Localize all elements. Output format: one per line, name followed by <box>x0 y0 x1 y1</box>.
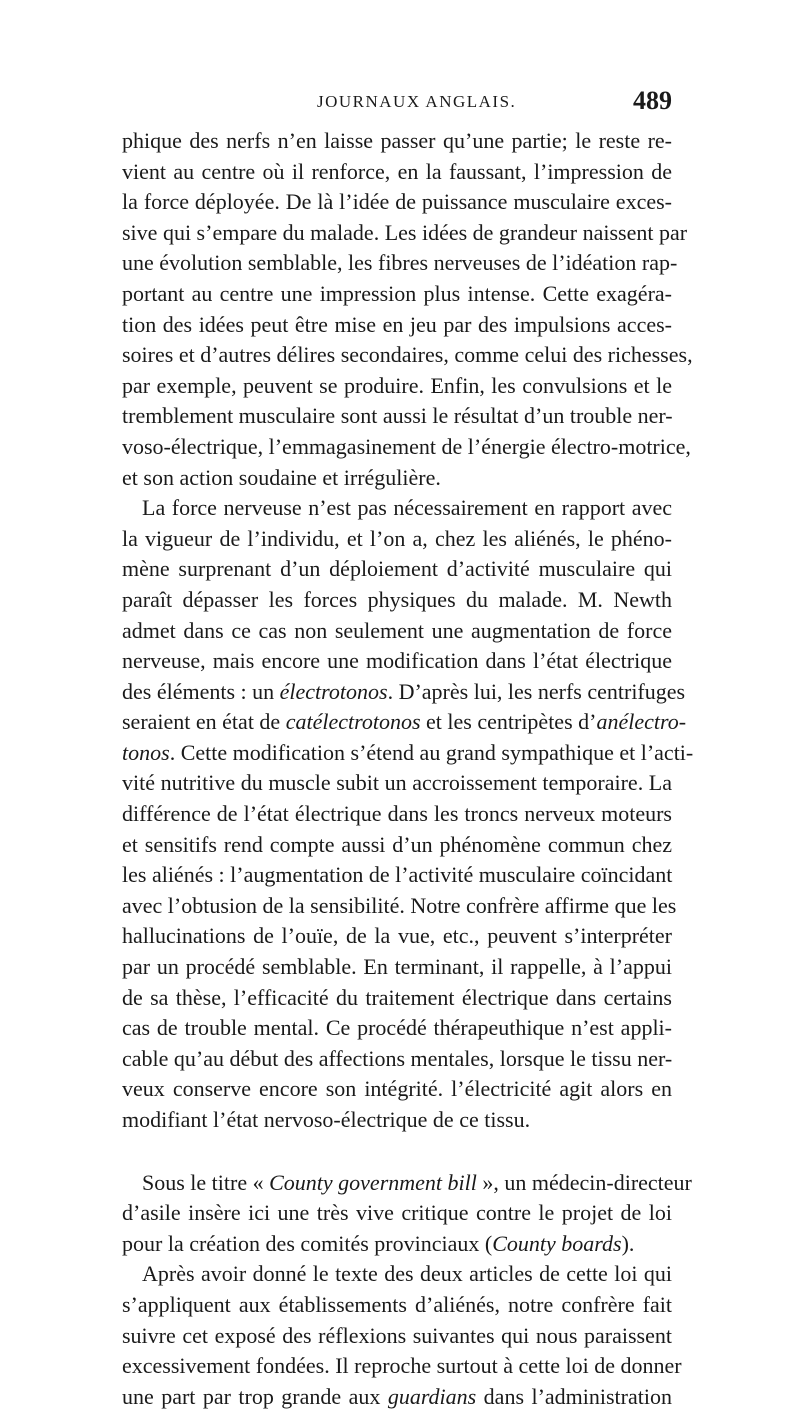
text-segment: . Cette modification s’étend au grand sympathique et l’acti- <box>169 739 694 765</box>
text-segment: et les centripètes d’ <box>420 709 597 735</box>
text-line: portant au centre une impression plus intense. Cette exagéra- <box>122 280 672 306</box>
running-title: JOURNAUX ANGLAIS. <box>317 92 517 111</box>
body-text <box>122 126 694 1412</box>
text-segment: . D’après lui, les nerfs centrifuges <box>387 678 686 704</box>
text-line: La force nerveuse n’est pas nécessairement en rapport avec <box>142 495 672 521</box>
text-segment: seraient en état de <box>122 709 286 735</box>
text-line: vité nutritive du muscle subit un accroissement temporaire. La <box>122 770 672 796</box>
text-segment: des éléments : un <box>122 678 280 704</box>
text-line: phique des nerfs n’en laisse passer qu’une partie; le reste re- <box>122 128 672 153</box>
text-segment: », un médecin-directeur <box>476 1169 692 1195</box>
text-segment: ). <box>621 1230 635 1256</box>
italic-term: tonos <box>122 739 170 765</box>
italic-term: guardians <box>387 1383 477 1409</box>
text-line: voso-électrique, l’emmagasinement de l’énergie électro-motrice, <box>122 433 691 459</box>
text-line <box>122 1168 692 1199</box>
text-line: tremblement musculaire sont aussi le résultat d’un trouble ner- <box>122 403 673 429</box>
italic-term: électrotonos <box>279 678 388 704</box>
text-line <box>122 677 686 708</box>
text-line: par un procédé semblable. En terminant, il rappelle, à l’appui <box>122 954 672 980</box>
text-line: sive qui s’empare du malade. Les idées de grandeur naissent par <box>122 219 688 245</box>
text-line: une évolution semblable, les fibres nerveuses de l’idéation rap- <box>122 250 678 276</box>
text-line <box>122 738 694 769</box>
text-line: veux conserve encore son intégrité. l’électricité agit alors en <box>122 1076 672 1102</box>
text-segment: pour la création des comités provinciaux ( <box>122 1230 493 1256</box>
text-line: d’asile insère ici une très vive critique contre le projet de loi <box>122 1200 672 1226</box>
page-number: 489 <box>633 86 672 115</box>
italic-term: County government bill <box>269 1169 477 1195</box>
text-line: de sa thèse, l’efficacité du traitement électrique dans certains <box>122 984 672 1010</box>
text-line: différence de l’état électrique dans les troncs nerveux moteurs <box>122 801 672 827</box>
text-line: les aliénés : l’augmentation de l’activité musculaire coïncidant <box>122 862 673 888</box>
text-line: la vigueur de l’individu, et l’on a, chez les aliénés, le phéno- <box>122 525 672 551</box>
text-line: s’appliquent aux établissements d’aliénés, notre confrère fait <box>122 1291 672 1317</box>
text-line: cas de trouble mental. Ce procédé thérapeuthique n’est appli- <box>122 1015 672 1041</box>
text-segment: Sous le titre « <box>142 1169 270 1195</box>
text-line: par exemple, peuvent se produire. Enfin, les convulsions et le <box>122 372 672 398</box>
text-line: suivre cet exposé des réflexions suivantes qui nous paraissent <box>122 1322 672 1348</box>
text-line: la force déployée. De là l’idée de puissance musculaire exces- <box>122 189 672 215</box>
text-line: cable qu’au début des affections mentales, lorsque le tissu ner- <box>122 1045 673 1071</box>
italic-term: anélectro- <box>596 709 687 735</box>
text-segment: dans l’administration <box>476 1383 672 1409</box>
paragraph-4 <box>122 1259 682 1412</box>
text-line <box>122 1229 672 1260</box>
page-header <box>122 86 672 126</box>
italic-term: County boards <box>492 1230 622 1256</box>
text-line: excessivement fondées. Il reproche surtout à cette loi de donner <box>122 1353 682 1379</box>
text-line <box>122 707 687 738</box>
text-line: et son action soudaine et irrégulière. <box>122 464 441 490</box>
text-line: hallucinations de l’ouïe, de la vue, etc., peuvent s’interpréter <box>122 923 672 949</box>
text-line: et sensitifs rend compte aussi d’un phénomène commun chez <box>122 831 672 857</box>
text-line: vient au centre où il renforce, en la faussant, l’impression de <box>122 158 672 184</box>
text-line: avec l’obtusion de la sensibilité. Notre confrère affirme que les <box>122 892 677 918</box>
text-line: tion des idées peut être mise en jeu par des impulsions acces- <box>122 311 672 337</box>
text-line: soires et d’autres délires secondaires, comme celui des richesses, <box>122 342 693 368</box>
text-segment: une part par trop grande aux <box>122 1383 388 1409</box>
text-line: paraît dépasser les forces physiques du malade. M. Newth <box>122 586 672 612</box>
text-line: mène surprenant d’un déploiement d’activité musculaire qui <box>122 556 672 582</box>
text-line: admet dans ce cas non seulement une augmentation de force <box>122 617 672 643</box>
paragraph-1 <box>122 126 693 493</box>
paragraph-3 <box>122 1168 692 1260</box>
text-line: Après avoir donné le texte des deux articles de cette loi qui <box>142 1261 672 1287</box>
paragraph-2 <box>122 493 694 1135</box>
text-line: nerveuse, mais encore une modification dans l’état électrique <box>122 648 672 674</box>
italic-term: catélectrotonos <box>285 709 421 735</box>
text-line: modifiant l’état nervoso-électrique de ce tissu. <box>122 1107 531 1132</box>
text-line <box>122 1382 672 1412</box>
section-gap <box>122 1136 672 1168</box>
